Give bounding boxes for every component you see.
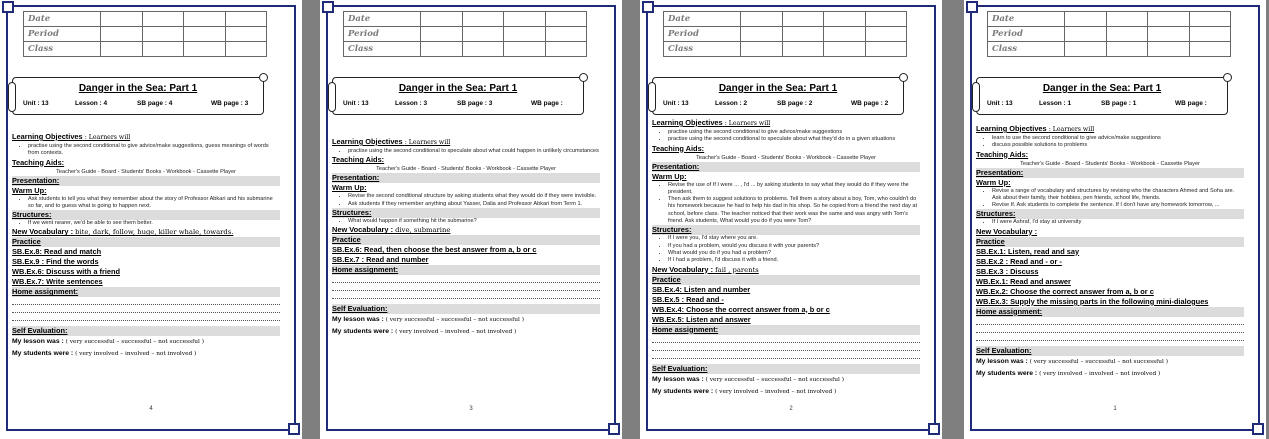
lesson-info: Lesson : 2 <box>715 100 748 107</box>
lesson-content <box>652 118 920 398</box>
students-eval-options: ( very involved – involved – not involved ) <box>1039 370 1161 377</box>
date-table-cell <box>504 12 546 27</box>
date-table-cell <box>824 12 866 27</box>
practice-item: WB.Ex.7: Write sentences <box>12 277 103 287</box>
lesson-content <box>12 132 280 360</box>
date-table-cell <box>142 42 184 57</box>
practice-heading: Practice <box>332 235 600 245</box>
home-assignment-heading: Home assignment: <box>12 287 280 297</box>
date-table-cell <box>225 27 267 42</box>
assignment-line <box>332 276 600 283</box>
date-table-cell <box>1106 42 1148 57</box>
period-label: Period <box>344 27 421 42</box>
teaching-aids-text: Teacher's Guide - Board - Students' Books - Workbook - Cassette Player <box>1020 160 1200 167</box>
date-table-cell <box>865 42 907 57</box>
assignment-line <box>332 292 600 299</box>
objectives-heading: Learning Objectives : Learners will <box>976 124 1095 133</box>
wb-page-info: WB page : <box>1175 100 1207 107</box>
warm-up-item: • Revise the second conditional structure by asking students what they would do if they were invisible. <box>348 193 600 200</box>
new-vocab-heading: New Vocabulary : bite, dark, follow, huge, killer whale, towards. <box>12 227 234 237</box>
date-table-cell <box>741 42 783 57</box>
lesson-meta <box>343 100 575 107</box>
lesson-eval-options: ( very successful – successful – not successful ) <box>705 376 844 383</box>
date-table-cell <box>504 27 546 42</box>
practice-item: WB.Ex.1: Read and answer <box>976 276 1071 286</box>
wb-page-info: WB page : 2 <box>851 100 889 107</box>
date-table-cell <box>545 27 587 42</box>
date-table-cell <box>782 42 824 57</box>
date-label: Date <box>24 12 101 27</box>
date-table-cell <box>782 12 824 27</box>
date-table-cell <box>421 12 463 27</box>
class-label: Class <box>24 42 101 57</box>
structure-item: • If you had a problem, would you discuss it with your parents? <box>668 243 920 250</box>
class-label: Class <box>988 42 1065 57</box>
assignment-line <box>976 326 1244 333</box>
lesson-eval-options: ( very successful – successful – not successful ) <box>65 339 204 346</box>
unit-info: Unit : 13 <box>663 100 689 107</box>
wb-page-info: WB page : 3 <box>211 100 249 107</box>
page-number: 1 <box>1113 406 1117 412</box>
practice-heading: Practice <box>652 275 920 285</box>
structure-item: • If we went nearer, we'd be able to see them better. <box>28 220 280 227</box>
date-table <box>343 11 587 57</box>
students-eval-label: My students were : <box>652 387 716 395</box>
document-page <box>320 0 622 439</box>
home-assignment-heading: Home assignment: <box>332 265 600 275</box>
class-label: Class <box>344 42 421 57</box>
date-table-cell <box>462 42 504 57</box>
period-label: Period <box>24 27 101 42</box>
practice-item: SB.Ex.5 : Read and - <box>652 294 724 304</box>
lesson-meta <box>663 100 895 107</box>
students-evaluation <box>12 348 280 360</box>
date-table-cell <box>1148 12 1190 27</box>
objectives-sub: : Learners will <box>724 120 771 127</box>
date-table-cell <box>101 27 143 42</box>
warm-up-heading: Warm Up: <box>976 177 1011 187</box>
assignment-line <box>976 318 1244 325</box>
objective-item: • practise using the second conditional to give advice/make suggestions <box>668 129 920 136</box>
date-table-cell <box>1106 27 1148 42</box>
practice-item: SB.Ex.6: Read, then choose the best answer from a, b or c <box>332 245 537 255</box>
students-eval-options: ( very involved – involved – not involved ) <box>75 351 197 358</box>
warm-up-heading: Warm Up: <box>12 185 47 195</box>
lesson-info: Lesson : 1 <box>1039 100 1072 107</box>
date-table-cell <box>782 27 824 42</box>
practice-item: SB.Ex.2 : Read and - or - <box>976 256 1062 266</box>
date-table-cell <box>545 12 587 27</box>
warm-up-list <box>976 188 1244 210</box>
warm-up-item: • Then ask them to suggest solutions to problems. Tell them a story about a boy, Tom, who couldn't do his homework because he had to help his dad in his shop. So he copied from a friend the next day at school, before class. The teacher noticed that their work was the same and was angry with Tom's friend. Ask students, What would you do if you were Tom? <box>668 196 920 225</box>
date-table-cell <box>421 42 463 57</box>
practice-item: SB.Ex.1: Listen, read and say <box>976 246 1080 256</box>
new-vocab-heading: New Vocabulary : fail , parents <box>652 264 759 274</box>
lesson-title: Danger in the Sea: Part 1 <box>1042 83 1162 94</box>
date-table-cell <box>462 27 504 42</box>
presentation-heading: Presentation: <box>332 173 600 183</box>
assignment-line <box>332 284 600 291</box>
objectives-sub: : Learners will <box>84 134 131 141</box>
date-table-cell <box>142 12 184 27</box>
structure-item: • If I had a problem, I'd discuss it with a friend. <box>668 257 920 264</box>
teaching-aids-text: Teacher's Guide - Board - Students' Books - Workbook - Cassette Player <box>696 154 876 161</box>
page-number: 3 <box>469 406 473 412</box>
structure-list <box>652 235 920 264</box>
structure-item: • What would you do if you had a problem? <box>668 250 920 257</box>
date-table-cell <box>184 27 226 42</box>
practice-item: WB.Ex.5: Listen and answer <box>652 314 751 324</box>
date-table-cell <box>1065 42 1107 57</box>
warm-up-heading: Warm Up: <box>652 171 687 181</box>
objectives-heading: Learning Objectives : Learners will <box>652 118 771 127</box>
objectives-heading: Learning Objectives : Learners will <box>12 132 131 141</box>
practice-item: WB.Ex.4: Choose the correct answer from a, b or c <box>652 304 830 314</box>
practice-item: WB.Ex.3: Supply the missing parts in the following mini-dialogues <box>976 296 1209 306</box>
lesson-evaluation <box>976 356 1244 368</box>
self-evaluation-heading: Self Evaluation: <box>332 304 600 314</box>
structure-item: • What would happen if something hit the submarine? <box>348 218 600 225</box>
document-page <box>640 0 942 439</box>
lesson-info: Lesson : 3 <box>395 100 428 107</box>
practice-item: WB.Ex.6: Discuss with a friend <box>12 267 121 277</box>
lesson-title: Danger in the Sea: Part 1 <box>78 83 198 94</box>
lesson-evaluation <box>332 314 600 326</box>
students-eval-label: My students were : <box>976 369 1040 377</box>
document-page <box>964 0 1266 439</box>
teaching-aids-text: Teacher's Guide - Board - Students' Books - Workbook - Cassette Player <box>56 168 236 175</box>
objective-item: • practise using the second conditional to speculate about what could happen in unlikely circumstances <box>348 148 600 155</box>
warm-up-list <box>12 196 280 211</box>
date-table <box>663 11 907 57</box>
date-table-cell <box>142 27 184 42</box>
lesson-info: Lesson : 4 <box>75 100 108 107</box>
date-table-cell <box>1106 12 1148 27</box>
date-table-cell <box>1189 42 1231 57</box>
presentation-heading: Presentation: <box>652 162 920 172</box>
lesson-eval-label: My lesson was : <box>976 357 1030 365</box>
assignment-line <box>652 344 920 351</box>
assignment-line <box>976 334 1244 341</box>
date-table-cell <box>101 42 143 57</box>
self-evaluation-heading: Self Evaluation: <box>976 346 1244 356</box>
date-table-cell <box>1148 42 1190 57</box>
assignment-line <box>652 336 920 343</box>
assignment-line <box>12 314 280 321</box>
page-number: 4 <box>149 406 153 412</box>
vocab-words: fail , parents <box>715 265 759 274</box>
date-table-cell <box>421 27 463 42</box>
date-table-cell <box>184 42 226 57</box>
date-table-cell <box>225 42 267 57</box>
sb-page-info: SB page : 4 <box>137 100 173 107</box>
lesson-content <box>976 124 1244 380</box>
objective-list <box>12 143 280 158</box>
practice-item: SB.Ex.9 : Find the words <box>12 257 99 267</box>
page-number: 2 <box>789 406 793 412</box>
objective-list <box>652 129 920 144</box>
date-table-cell <box>1189 27 1231 42</box>
lesson-content <box>332 137 600 338</box>
warm-up-item: • Revise the use of If I were ... , I'd ... by asking students to say what they would do if they were the president. <box>668 182 920 197</box>
class-label: Class <box>664 42 741 57</box>
date-table-cell <box>741 12 783 27</box>
structure-list <box>332 218 600 225</box>
date-table-cell <box>462 12 504 27</box>
vocab-words: bite, dark, follow, huge, killer whale, towards. <box>75 228 234 237</box>
warm-up-item: • Revise If. Ask students to complete the sentence. If I don't have any homework tomorrow, ... <box>992 202 1244 209</box>
home-assignment-heading: Home assignment: <box>976 307 1244 317</box>
unit-info: Unit : 13 <box>23 100 49 107</box>
objectives-sub: : Learners will <box>1048 126 1095 133</box>
date-table-cell <box>101 12 143 27</box>
structure-list <box>976 219 1244 226</box>
period-label: Period <box>988 27 1065 42</box>
warm-up-heading: Warm Up: <box>332 183 367 193</box>
practice-item: SB.Ex.7 : Read and number <box>332 255 429 265</box>
period-label: Period <box>664 27 741 42</box>
new-vocab-heading: New Vocabulary : dive, submarine <box>332 225 451 235</box>
lesson-eval-label: My lesson was : <box>652 375 706 383</box>
presentation-heading: Presentation: <box>12 176 280 186</box>
date-table-cell <box>1189 12 1231 27</box>
date-table-cell <box>824 42 866 57</box>
date-label: Date <box>664 12 741 27</box>
assignment-line <box>12 306 280 313</box>
students-eval-label: My students were : <box>12 350 76 358</box>
structures-heading: Structures: <box>332 208 600 218</box>
title-scroll <box>12 77 264 115</box>
practice-item: WB.Ex.2: Choose the correct answer from a, b or c <box>976 286 1154 296</box>
students-evaluation <box>652 386 920 398</box>
teaching-aids-heading: Teaching Aids: <box>652 143 705 153</box>
structures-heading: Structures: <box>976 209 1244 219</box>
lesson-eval-label: My lesson was : <box>332 316 386 324</box>
students-eval-label: My students were : <box>332 328 396 336</box>
date-table-cell <box>225 12 267 27</box>
lesson-evaluation <box>12 336 280 348</box>
lesson-title: Danger in the Sea: Part 1 <box>718 83 838 94</box>
title-scroll <box>652 77 904 115</box>
practice-item: SB.Ex.4: Listen and number <box>652 284 751 294</box>
lesson-title: Danger in the Sea: Part 1 <box>398 83 518 94</box>
date-table-cell <box>824 27 866 42</box>
unit-info: Unit : 13 <box>987 100 1013 107</box>
teaching-aids-heading: Teaching Aids: <box>332 155 385 165</box>
warm-up-item: • Revise a range of vocabulary and structures by revising who the characters Ahmed and Soha are. Ask about their family, their hobbies, pen friends, school life, friends. <box>992 188 1244 203</box>
practice-heading: Practice <box>976 237 1244 247</box>
new-vocab-heading: New Vocabulary : <box>976 226 1038 236</box>
title-scroll <box>976 77 1228 115</box>
practice-item: SB.Ex.3 : Discuss <box>976 266 1039 276</box>
sb-page-info: SB page : 2 <box>777 100 813 107</box>
date-label: Date <box>344 12 421 27</box>
date-label: Date <box>988 12 1065 27</box>
objective-item: • practise using the second conditional to give advice/make suggestions, guess meanings of words from contexts. <box>28 143 280 158</box>
date-table-cell <box>741 27 783 42</box>
practice-item: SB.Ex.8: Read and match <box>12 247 102 257</box>
date-table-cell <box>504 42 546 57</box>
lesson-evaluation <box>652 374 920 386</box>
structures-heading: Structures: <box>12 210 280 220</box>
lesson-eval-label: My lesson was : <box>12 338 66 346</box>
objective-item: • learn to use the second conditional to give advice/make suggestions <box>992 135 1244 142</box>
home-assignment-heading: Home assignment: <box>652 325 920 335</box>
unit-info: Unit : 13 <box>343 100 369 107</box>
objective-list <box>332 148 600 155</box>
teaching-aids-heading: Teaching Aids: <box>12 157 65 167</box>
date-table-cell <box>865 27 907 42</box>
date-table <box>987 11 1231 57</box>
warm-up-item: • Ask students if they remember anything about Yasser, Dalia and Professor Abkari from Term 1. <box>348 201 600 208</box>
objectives-heading: Learning Objectives : Learners will <box>332 137 451 146</box>
date-table-cell <box>545 42 587 57</box>
date-table-cell <box>1065 27 1107 42</box>
structure-list <box>12 220 280 227</box>
objectives-sub: : Learners will <box>404 139 451 146</box>
date-table-cell <box>865 12 907 27</box>
sb-page-info: SB page : 3 <box>457 100 493 107</box>
structure-item: • If I were you, I'd stay where you are. <box>668 235 920 242</box>
objective-item: • discuss possible solutions to problems <box>992 142 1244 149</box>
objective-item: • practise using the second conditional to speculate about what they'd do in a given situations <box>668 136 920 143</box>
wb-page-info: WB page : <box>531 100 563 107</box>
document-page <box>0 0 302 439</box>
date-table-cell <box>1148 27 1190 42</box>
lesson-eval-options: ( very successful – successful – not successful ) <box>385 317 524 324</box>
teaching-aids-heading: Teaching Aids: <box>976 149 1029 159</box>
self-evaluation-heading: Self Evaluation: <box>12 326 280 336</box>
warm-up-list <box>652 182 920 226</box>
lesson-meta <box>23 100 255 107</box>
title-scroll <box>332 77 584 115</box>
students-evaluation <box>332 326 600 338</box>
presentation-heading: Presentation: <box>976 168 1244 178</box>
structures-heading: Structures: <box>652 225 920 235</box>
date-table <box>23 11 267 57</box>
warm-up-item: • Ask students to tell you what they remember about the story of Professor Abkari and his submarine so far, and to guess what is going to happen next. <box>28 196 280 211</box>
vocab-words: dive, submarine <box>395 226 451 235</box>
lesson-eval-options: ( very successful – successful – not successful ) <box>1029 358 1168 365</box>
assignment-line <box>652 352 920 359</box>
sb-page-info: SB page : 1 <box>1101 100 1137 107</box>
warm-up-list <box>332 193 600 208</box>
lesson-meta <box>987 100 1219 107</box>
self-evaluation-heading: Self Evaluation: <box>652 364 920 374</box>
practice-heading: Practice <box>12 237 280 247</box>
date-table-cell <box>184 12 226 27</box>
students-eval-options: ( very involved – involved – not involved ) <box>395 329 517 336</box>
objective-list <box>976 135 1244 150</box>
teaching-aids-text: Teacher's Guide - Board - Students' Books - Workbook - Cassette Player <box>376 166 556 173</box>
assignment-line <box>12 298 280 305</box>
date-table-cell <box>1065 12 1107 27</box>
students-eval-options: ( very involved – involved – not involved ) <box>715 388 837 395</box>
structure-item: • If I were Ashraf, I'd stay at university <box>992 219 1244 226</box>
students-evaluation <box>976 368 1244 380</box>
